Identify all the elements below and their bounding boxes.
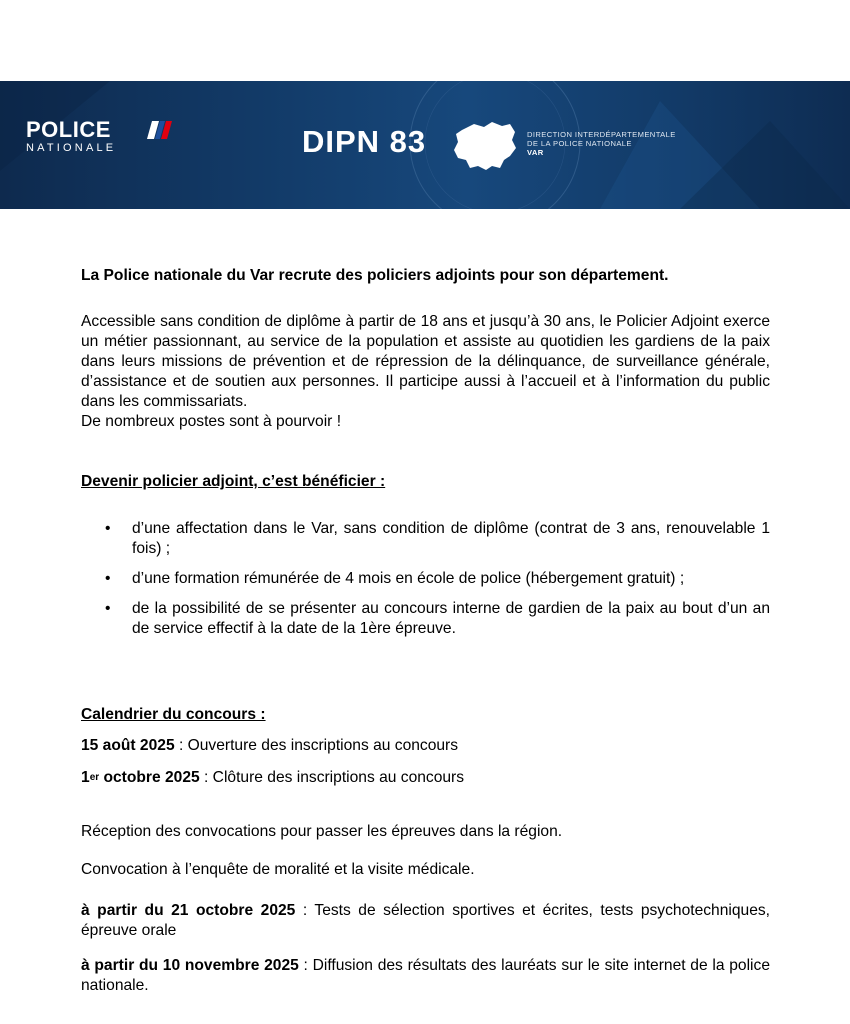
police-nationale-logo-icon	[146, 119, 172, 141]
direction-line2: DE LA POLICE NATIONALE	[527, 139, 632, 148]
calendar-convocation: Convocation à l’enquête de moralité et la visite médicale.	[81, 861, 475, 878]
list-item-text: d’une formation rémunérée de 4 mois en école de police (hébergement gratuit) ;	[132, 570, 685, 587]
intro-headline: La Police nationale du Var recrute des policiers adjoints pour son département.	[81, 267, 669, 284]
intro-paragraph: Accessible sans condition de diplôme à partir de 18 ans et jusqu’à 30 ans, le Policier Adjoint exerce un métier passionnant, au service de la population et assiste au quotidien les gardiens de la paix dans leurs missions de prévention et de répression de la délinquance, de surveillance générale, d’assistance et de soutien aux personnes. Il participe aussi à l’accueil et à l’information du public dans les commissariats.	[81, 313, 770, 410]
police-nationale-logo	[26, 119, 116, 154]
direction-line3: VAR	[527, 148, 544, 157]
calendar-reception: Réception des convocations pour passer les épreuves dans la région.	[81, 823, 563, 840]
calendar-date: à partir du 10 novembre 2025	[81, 957, 299, 974]
direction-label	[527, 130, 676, 157]
calendar-date-prefix: 1	[81, 769, 90, 786]
calendar-text: : Ouverture des inscriptions au concours	[174, 737, 459, 754]
calendar-heading: Calendrier du concours :	[81, 706, 266, 723]
calendar-text: : Diffusion des résultats des lauréats sur le site internet de la police nationale.	[81, 957, 770, 994]
intro-postes: De nombreux postes sont à pourvoir !	[81, 413, 342, 430]
calendar-results	[81, 956, 770, 996]
calendar-text: : Clôture des inscriptions au concours	[199, 769, 465, 786]
calendar-tests	[81, 901, 770, 941]
bullet: •	[105, 570, 111, 587]
calendar-date	[81, 769, 200, 786]
calendar-date: 15 août 2025	[81, 737, 175, 754]
logo-line2: NATIONALE	[26, 142, 117, 154]
calendar-date-rest: octobre 2025	[99, 769, 200, 786]
bullet: •	[105, 520, 111, 537]
bullet: •	[105, 600, 111, 617]
calendar-date-sup: er	[89, 772, 100, 783]
header-banner	[0, 81, 850, 209]
benefits-heading: Devenir policier adjoint, c’est bénéficier :	[81, 473, 386, 490]
list-item-text: d’une affectation dans le Var, sans condition de diplôme (contrat de 3 ans, renouvelable 1 fois) ;	[132, 520, 770, 557]
calendar-date: à partir du 21 octobre 2025	[81, 902, 296, 919]
logo-line1: POLICE	[26, 117, 111, 142]
calendar-entry-closing	[81, 768, 770, 788]
var-department-map-icon	[452, 120, 518, 172]
calendar-text: : Tests de sélection sportives et écrites, tests psychotechniques, épreuve orale	[81, 902, 770, 939]
dipn-title: DIPN 83	[302, 124, 427, 159]
calendar-entry-opening	[81, 736, 770, 756]
direction-line1: DIRECTION INTERDÉPARTEMENTALE	[527, 130, 676, 139]
list-item-text: de la possibilité de se présenter au concours interne de gardien de la paix au bout d’un an de service effectif à la date de la 1ère épreuve.	[132, 600, 770, 637]
